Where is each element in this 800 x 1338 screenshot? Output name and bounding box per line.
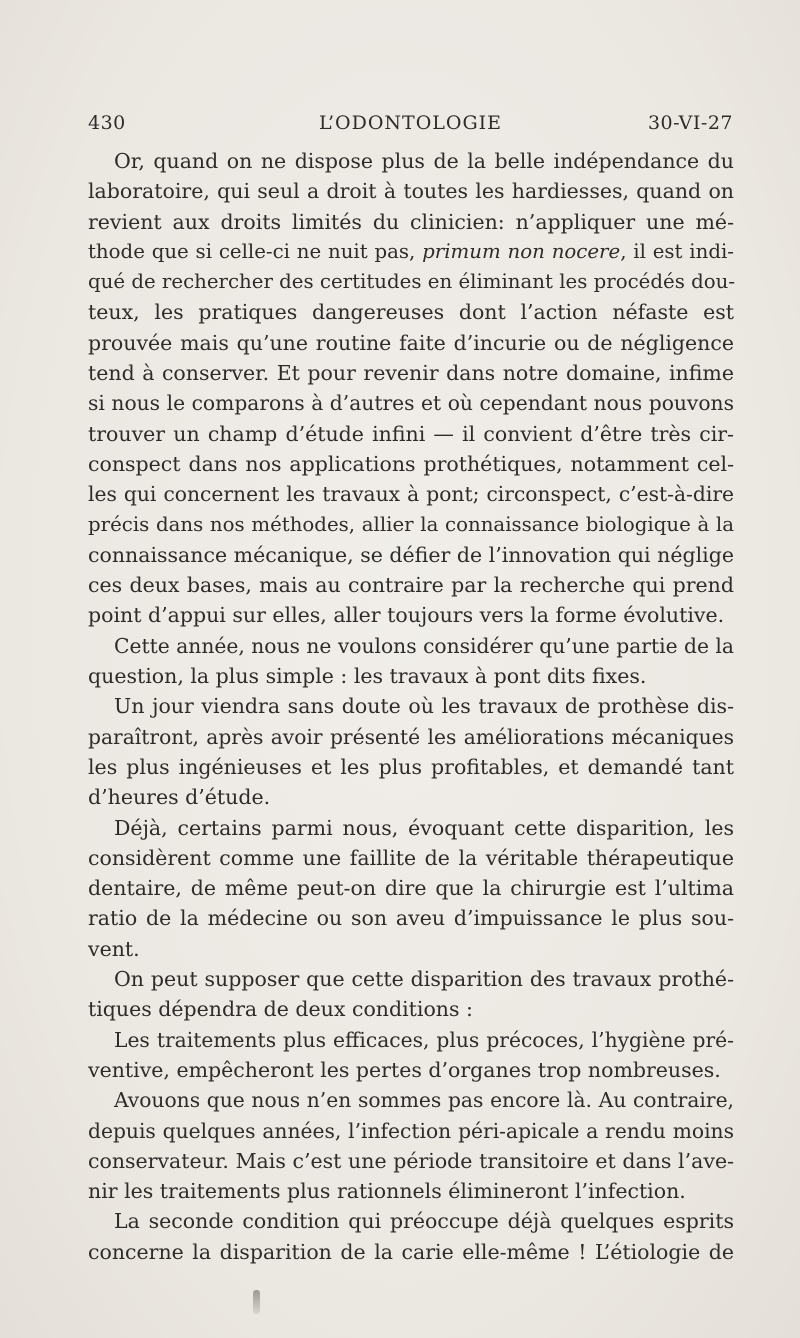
text-line: Déjà, certains parmi nous, évoquant cette disparition, les (114, 815, 734, 840)
text-line: Les traitements plus efficaces, plus précoces, l’hygiène pré- (114, 1027, 734, 1052)
text-line: ces deux bases, mais au contraire par la recherche qui prend (88, 573, 734, 598)
text-line: dentaire, de même peut-on dire que la chirurgie est l’ultima (88, 876, 734, 901)
body-text (88, 146, 734, 1267)
text-line: prouvée mais qu’une routine faite d’incurie ou de négligence (88, 330, 734, 355)
text-line: tend à conserver. Et pour revenir dans notre domaine, infime (88, 361, 734, 386)
issue-date: 30-VI-27 (647, 112, 733, 134)
text-line: paraîtront, après avoir présenté les améliorations mécaniques (88, 724, 734, 749)
text-line: On peut supposer que cette disparition des travaux prothé- (114, 967, 734, 992)
text-line: si nous le comparons à d’autres et où cependant nous pouvons (88, 391, 734, 416)
text-line: Avouons que nous n’en sommes pas encore là. Au contraire, (114, 1088, 734, 1113)
page-number: 430 (88, 112, 126, 134)
text-line: conservateur. Mais c’est une période transitoire et dans l’ave- (88, 1148, 734, 1173)
text-line: ventive, empêcheront les pertes d’organes trop nombreuses. (88, 1057, 721, 1082)
text-line: laboratoire, qui seul a droit à toutes les hardiesses, quand on (88, 179, 734, 204)
journal-title: L’ODONTOLOGIE (318, 112, 503, 134)
text-line: Un jour viendra sans doute où les travaux de prothèse dis- (114, 694, 734, 719)
ink-mark (253, 1290, 260, 1314)
text-line: d’heures d’étude. (88, 785, 271, 810)
text-line: les plus ingénieuses et les plus profitables, et demandé tant (88, 754, 734, 779)
text-line: depuis quelques années, l’infection péri-apicale a rendu moins (88, 1118, 734, 1143)
text-line: Cette année, nous ne voulons considérer qu’une partie de la (114, 633, 734, 658)
text-line: qué de rechercher des certitudes en éliminant les procédés dou- (88, 270, 736, 294)
text-line: question, la plus simple : les travaux à pont dits fixes. (88, 664, 647, 689)
latin-phrase: primum non nocere (422, 239, 621, 263)
text-line: nir les traitements plus rationnels élimineront l’infection. (88, 1179, 686, 1204)
text-line: connaissance mécanique, se défier de l’innovation qui néglige (88, 542, 734, 567)
text-line: revient aux droits limités du clinicien: n’appliquer une mé- (88, 209, 734, 234)
text-line: ratio de la médecine ou son aveu d’impuissance le plus sou- (88, 906, 734, 931)
text-line: thode que si celle-ci ne nuit pas, primum non nocere, il est indi- (88, 239, 734, 263)
text-line: La seconde condition qui préoccupe déjà quelques esprits (114, 1209, 734, 1234)
text-line: teux, les pratiques dangereuses dont l’action néfaste est (88, 300, 734, 325)
text-line: Or, quand on ne dispose plus de la belle indépendance du (114, 149, 734, 173)
text-line: vent. (88, 936, 140, 961)
text-line: considèrent comme une faillite de la véritable thérapeutique (88, 845, 734, 870)
running-header (88, 112, 733, 140)
text-line: trouver un champ d’étude infini — il convient d’être très cir- (88, 421, 734, 446)
text-line: conspect dans nos applications prothétiques, notamment cel- (88, 451, 734, 476)
text-line: précis dans nos méthodes, allier la connaissance biologique à la (88, 512, 734, 536)
text-line: point d’appui sur elles, aller toujours vers la forme évolutive. (88, 603, 725, 628)
text-line: les qui concernent les travaux à pont; circonspect, c’est-à-dire (88, 482, 734, 507)
text-line: concerne la disparition de la carie elle-même ! L’étiologie de (88, 1239, 734, 1264)
text-line: tiques dépendra de deux conditions : (88, 997, 473, 1022)
